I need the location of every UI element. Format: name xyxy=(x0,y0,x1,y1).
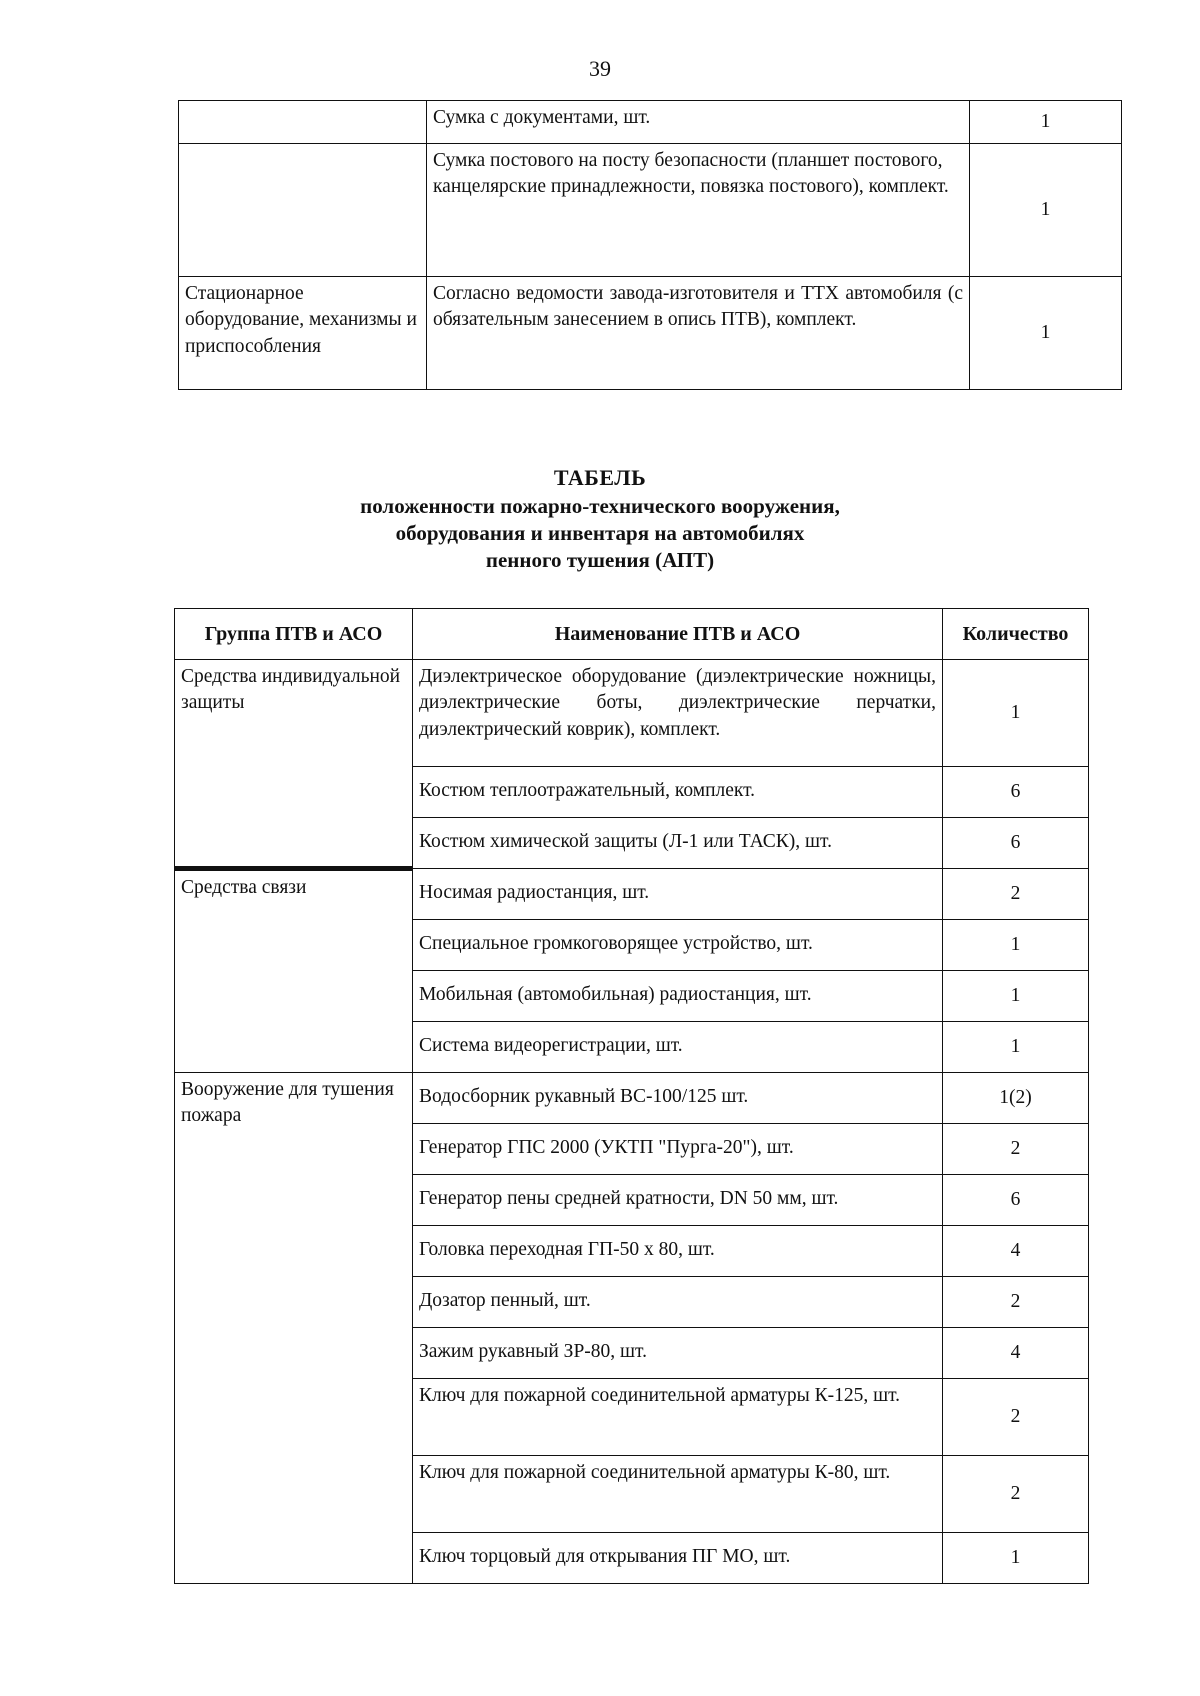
document-title xyxy=(0,464,1200,574)
table-header-row xyxy=(175,609,1089,660)
item-name-cell: Ключ торцовый для открывания ПГ МО, шт. xyxy=(413,1533,943,1584)
item-name-cell: Система видеорегистрации, шт. xyxy=(413,1022,943,1073)
header-quantity: Количество xyxy=(943,609,1089,660)
item-name-cell: Специальное громкоговорящее устройство, шт. xyxy=(413,920,943,971)
item-name-cell: Носимая радиостанция, шт. xyxy=(413,869,943,920)
item-quantity-cell: 1 xyxy=(943,1533,1089,1584)
title-line-3: пенного тушения (АПТ) xyxy=(485,548,715,573)
item-name-cell: Генератор пены средней кратности, DN 50 мм, шт. xyxy=(413,1175,943,1226)
group-cell: Средства индивидуальной защиты xyxy=(175,660,413,869)
group-cell xyxy=(179,101,427,144)
page-number: 39 xyxy=(589,56,611,81)
item-quantity-cell: 1 xyxy=(970,277,1122,390)
group-cell: Средства связи xyxy=(175,869,413,1073)
item-quantity-cell: 1(2) xyxy=(943,1073,1089,1124)
item-name-cell: Сумка постового на посту безопасности (планшет постового, канцелярские принадлежности, повязка постового), комплект. xyxy=(427,144,970,277)
item-name-cell: Согласно ведомости завода-изготовителя и ТТХ автомобиля (с обязательным занесением в опись ПТВ), комплект. xyxy=(427,277,970,390)
item-name-cell: Головка переходная ГП-50 х 80, шт. xyxy=(413,1226,943,1277)
title-line-2: оборудования и инвентаря на автомобилях xyxy=(395,520,805,545)
item-quantity-cell: 2 xyxy=(943,1124,1089,1175)
item-quantity-cell: 6 xyxy=(943,1175,1089,1226)
item-quantity-cell: 1 xyxy=(943,660,1089,767)
title-main: ТАБЕЛЬ xyxy=(553,465,647,490)
equipment-table xyxy=(174,608,1089,1584)
item-quantity-cell: 1 xyxy=(970,144,1122,277)
item-quantity-cell: 2 xyxy=(943,1456,1089,1533)
item-name-cell: Сумка с документами, шт. xyxy=(427,101,970,144)
item-quantity-cell: 6 xyxy=(943,767,1089,818)
table-row xyxy=(179,277,1122,390)
header-group: Группа ПТВ и АСО xyxy=(175,609,413,660)
top-table xyxy=(178,100,1122,390)
item-name-cell: Ключ для пожарной соединительной арматуры К-80, шт. xyxy=(413,1456,943,1533)
table-row xyxy=(175,660,1089,767)
item-quantity-cell: 4 xyxy=(943,1328,1089,1379)
item-name-cell: Водосборник рукавный ВС-100/125 шт. xyxy=(413,1073,943,1124)
group-cell xyxy=(179,144,427,277)
item-name-cell: Зажим рукавный ЗР-80, шт. xyxy=(413,1328,943,1379)
header-name: Наименование ПТВ и АСО xyxy=(413,609,943,660)
item-quantity-cell: 2 xyxy=(943,1379,1089,1456)
item-quantity-cell: 1 xyxy=(943,920,1089,971)
group-cell: Вооружение для тушения пожара xyxy=(175,1073,413,1584)
item-name-cell: Генератор ГПС 2000 (УКТП "Пурга-20"), шт. xyxy=(413,1124,943,1175)
item-quantity-cell: 4 xyxy=(943,1226,1089,1277)
table-row xyxy=(179,144,1122,277)
item-name-cell: Дозатор пенный, шт. xyxy=(413,1277,943,1328)
item-quantity-cell: 1 xyxy=(943,971,1089,1022)
table-row xyxy=(179,101,1122,144)
item-quantity-cell: 1 xyxy=(943,1022,1089,1073)
table-row xyxy=(175,1073,1089,1124)
table-row xyxy=(175,869,1089,920)
item-quantity-cell: 2 xyxy=(943,869,1089,920)
item-name-cell: Ключ для пожарной соединительной арматуры К-125, шт. xyxy=(413,1379,943,1456)
title-line-1: положенности пожарно-технического вооружения, xyxy=(360,493,840,518)
item-name-cell: Мобильная (автомобильная) радиостанция, шт. xyxy=(413,971,943,1022)
item-name-cell: Костюм химической защиты (Л-1 или ТАСК), шт. xyxy=(413,818,943,869)
item-quantity-cell: 2 xyxy=(943,1277,1089,1328)
item-name-cell: Костюм теплоотражательный, комплект. xyxy=(413,767,943,818)
group-cell: Стационарное оборудование, механизмы и приспособления xyxy=(179,277,427,390)
item-name-cell: Диэлектрическое оборудование (диэлектрические ножницы, диэлектрические боты, диэлектрические перчатки, диэлектрический коврик), комплект. xyxy=(413,660,943,767)
item-quantity-cell: 6 xyxy=(943,818,1089,869)
item-quantity-cell: 1 xyxy=(970,101,1122,144)
